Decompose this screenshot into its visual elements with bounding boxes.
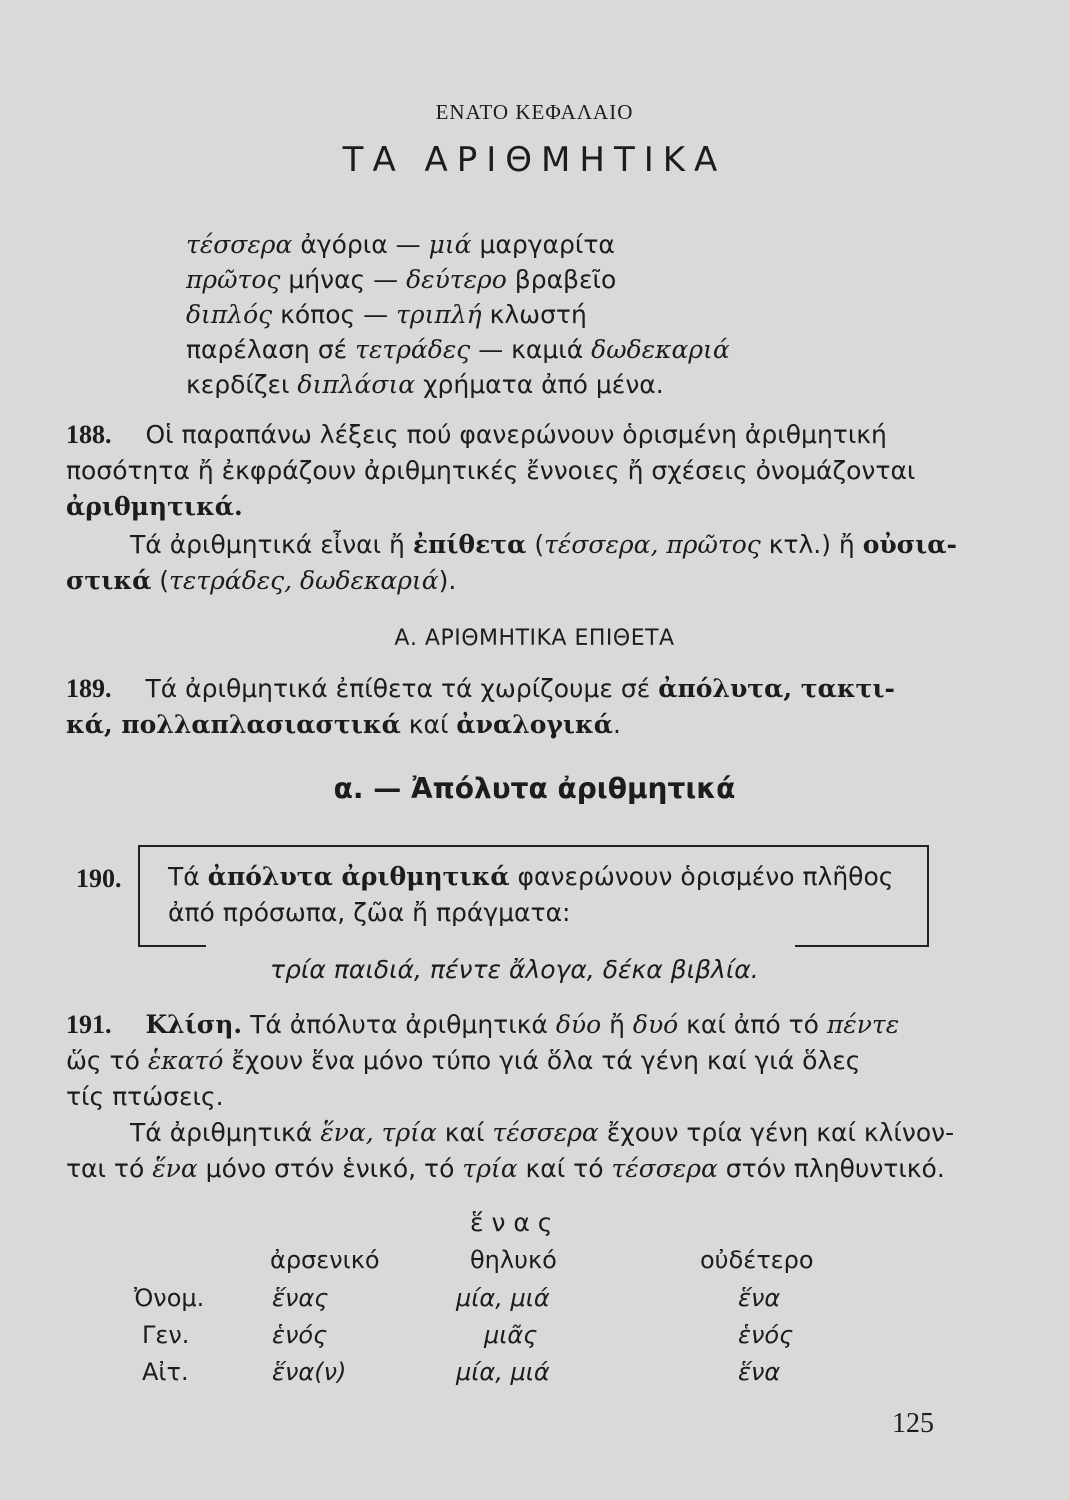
paragraph-188-line-5 xyxy=(66,566,456,595)
case-label: Γεν. xyxy=(142,1321,190,1349)
example-word: τέσσερα, πρῶτος xyxy=(544,530,761,559)
bold-term: κά, πολλαπλασιαστικά xyxy=(66,710,401,739)
example-text: μαργαρίτα xyxy=(471,230,615,259)
paragraph-number: 191. xyxy=(66,1010,112,1039)
paragraph-191-line-3: τίς πτώσεις. xyxy=(66,1082,224,1111)
example-line-2 xyxy=(186,265,616,294)
section-heading: Α. ΑΡΙΘΜΗΤΙΚΑ ΕΠΙΘΕΤΑ xyxy=(394,626,675,651)
example-word: ἕνα, τρία xyxy=(320,1118,437,1147)
example-word: τετράδες, δωδεκαριά xyxy=(169,566,439,595)
paragraph-text: ἔχουν τρία γένη καί κλίνον- xyxy=(598,1118,955,1147)
case-label: Αἰτ. xyxy=(142,1358,189,1386)
form-neuter: ἕνα xyxy=(738,1284,781,1312)
column-header-masculine: ἀρσενικό xyxy=(270,1246,380,1274)
paragraph-text: ὥς τό xyxy=(66,1046,148,1075)
example-word: τριπλή xyxy=(396,300,482,329)
example-word: τέσσερα xyxy=(492,1118,599,1147)
bold-term: ἐπίθετα xyxy=(412,530,527,559)
example-word: δεύτερο xyxy=(406,265,507,294)
chapter-heading: ΕΝΑΤΟ ΚΕΦΑΛΑΙΟ xyxy=(435,100,634,124)
rule-box-bottom-right xyxy=(795,945,929,947)
paragraph-188-line-3 xyxy=(66,492,243,521)
form-masculine: ἕνα(ν) xyxy=(272,1358,347,1386)
paragraph-text: . xyxy=(613,710,621,739)
example-text: βραβεῖο xyxy=(506,265,617,294)
form-neuter: ἑνός xyxy=(738,1321,794,1349)
bold-term: στικά xyxy=(66,566,152,595)
example-text: χρήματα ἀπό μένα. xyxy=(415,370,664,399)
case-label: Ὀνομ. xyxy=(134,1284,205,1312)
paragraph-text: Τά ἀπόλυτα ἀριθμητικά xyxy=(242,1010,556,1039)
example-word: διπλός xyxy=(186,300,273,329)
paragraph-188-line-1 xyxy=(66,420,887,450)
example-word: δύο xyxy=(555,1010,602,1039)
declension-heading: ἕ ν α ς xyxy=(470,1208,553,1237)
example-text: κερδίζει xyxy=(186,370,298,399)
example-line-5 xyxy=(186,370,664,399)
paragraph-188-line-2: ποσότητα ἤ ἐκφράζουν ἀριθμητικές ἔννοιες ἤ σχέσεις ὀνομάζονται xyxy=(66,456,916,485)
paragraph-number: 188. xyxy=(66,420,112,449)
paragraph-text: ( xyxy=(526,530,545,559)
example-line-4 xyxy=(186,335,730,364)
paragraph-text: ἤ xyxy=(601,1010,633,1039)
paragraph-text: Τά xyxy=(168,862,208,891)
paragraph-text: φανερώνουν ὁρισμένο πλῆθος xyxy=(509,862,894,891)
example-text: μήνας — xyxy=(280,265,407,294)
paragraph-text: ). xyxy=(438,566,457,595)
paragraph-text: στόν πληθυντικό. xyxy=(717,1154,945,1183)
example-text: ἀγόρια — xyxy=(292,230,429,259)
example-word: μιά xyxy=(428,230,472,259)
bold-term: ἀναλογικά xyxy=(456,710,614,739)
paragraph-text: καί xyxy=(400,710,457,739)
example-word: πέντε xyxy=(826,1010,900,1039)
example-text: κόπος — xyxy=(272,300,397,329)
paragraph-text: καί xyxy=(436,1118,493,1147)
example-line-3 xyxy=(186,300,587,329)
example-text: παρέλαση σέ xyxy=(186,335,356,364)
example-word: ἑκατό xyxy=(147,1046,224,1075)
example-word: τρία xyxy=(462,1154,518,1183)
paragraph-text: ται τό xyxy=(66,1154,153,1183)
paragraph-text: Τά ἀριθμητικά xyxy=(130,1118,321,1147)
form-neuter: ἕνα xyxy=(738,1358,781,1386)
chapter-title: ΤΑ ΑΡΙΘΜΗΤΙΚΑ xyxy=(342,140,727,180)
example-word: ἕνα xyxy=(152,1154,198,1183)
bold-term: οὐσια- xyxy=(862,530,957,559)
paragraph-text: κτλ.) ἤ xyxy=(760,530,863,559)
page-number: 125 xyxy=(892,1408,934,1439)
paragraph-number: 190. xyxy=(76,864,122,893)
example-word: διπλάσια xyxy=(297,370,416,399)
paragraph-text: Τά ἀριθμητικά ἐπίθετα τά χωρίζουμε σέ xyxy=(145,674,659,703)
bold-term: ἀριθμητικά. xyxy=(66,492,243,521)
paragraph-text: καί τό xyxy=(517,1154,612,1183)
example-text: κλωστή xyxy=(481,300,587,329)
paragraph-text: μόνο στόν ἑνικό, τό xyxy=(197,1154,463,1183)
subsection-heading: α. — Ἀπόλυτα ἀριθμητικά xyxy=(333,772,736,805)
example-word: πρῶτος xyxy=(186,265,281,294)
column-header-neuter: οὐδέτερο xyxy=(700,1246,814,1274)
rule-box-bottom-left xyxy=(138,945,206,947)
rule-box xyxy=(138,845,929,947)
paragraph-190-example: τρία παιδιά, πέντε ἄλογα, δέκα βιβλία. xyxy=(270,955,759,984)
bold-term: ἀπόλυτα ἀριθμητικά xyxy=(207,862,510,891)
paragraph-189-line-1 xyxy=(66,674,895,704)
paragraph-191-line-4 xyxy=(130,1118,954,1147)
column-header-feminine: θηλυκό xyxy=(470,1246,557,1274)
example-word: δωδεκαριά xyxy=(591,335,730,364)
example-word: τετράδες xyxy=(355,335,471,364)
form-masculine: ἑνός xyxy=(272,1321,328,1349)
paragraph-text: ( xyxy=(151,566,170,595)
form-feminine: μία, μιά xyxy=(456,1284,550,1312)
paragraph-text: Τά ἀριθμητικά εἶναι ἤ xyxy=(130,530,413,559)
paragraph-191-line-1 xyxy=(66,1010,899,1040)
paragraph-188-line-4 xyxy=(130,530,957,559)
paragraph-191-line-2 xyxy=(66,1046,860,1075)
paragraph-190-line-1 xyxy=(168,862,893,891)
paragraph-text: ἔχουν ἕνα μόνο τύπο γιά ὅλα τά γένη καί γιά ὅλες xyxy=(223,1046,861,1075)
paragraph-191-line-5 xyxy=(66,1154,945,1183)
bold-term: Κλίση. xyxy=(145,1010,243,1039)
paragraph-number: 189. xyxy=(66,674,112,703)
form-feminine: μία, μιά xyxy=(456,1358,550,1386)
example-line-1 xyxy=(186,230,615,259)
paragraph-189-line-2 xyxy=(66,710,621,739)
paragraph-190-line-2: ἀπό πρόσωπα, ζῶα ἤ πράγματα: xyxy=(168,898,571,927)
paragraph-text: καί ἀπό τό xyxy=(678,1010,827,1039)
paragraph-text: Οἱ παραπάνω λέξεις πού φανερώνουν ὁρισμένη ἀριθμητική xyxy=(145,420,887,449)
bold-term: ἀπόλυτα, τακτι- xyxy=(658,674,895,703)
rule-box-left-edge xyxy=(138,845,140,947)
form-feminine: μιᾶς xyxy=(484,1321,538,1349)
example-word: τέσσερα xyxy=(186,230,293,259)
form-masculine: ἕνας xyxy=(272,1284,329,1312)
example-word: τέσσερα xyxy=(611,1154,718,1183)
example-word: δυό xyxy=(632,1010,679,1039)
example-text: — καμιά xyxy=(470,335,592,364)
